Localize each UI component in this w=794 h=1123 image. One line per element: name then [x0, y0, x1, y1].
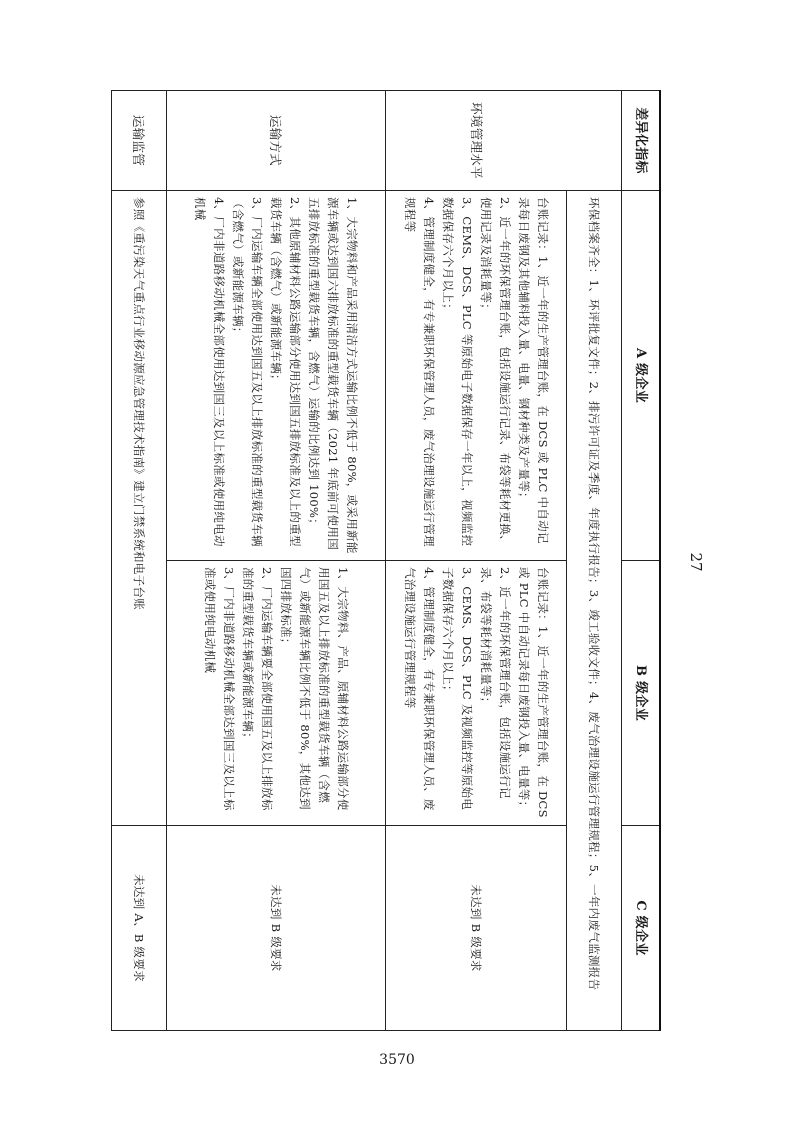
- env-indicator-cell-top: [566, 91, 621, 191]
- transport-monitoring-c-cell: 未达到 A、B 级要求: [112, 826, 167, 1031]
- transport-a-item-4: 4、厂内非道路移动机械全部使用达到国三及以上标准或使用纯电动机械: [193, 197, 227, 547]
- transport-monitoring-ab-cell: 参照《重污染天气重点行业移动源应急管理技术指南》建立门禁系统和电子台账: [112, 191, 167, 826]
- transport-b-item-3: 3、厂内非道路移动机械全部达到国三及以上标准或使用纯电动机械: [202, 567, 236, 811]
- table-row: [166, 91, 385, 1031]
- env-a-item-3: 3、CEMS、DCS、PLC 等原始电子数据保存一年以上，视频监控数据保存六个月以上；: [440, 197, 474, 547]
- differentiation-indicator-table: [111, 90, 661, 1031]
- rotated-table-container: [111, 90, 661, 1030]
- env-c-level-cell: 未达到 B 级要求: [386, 826, 567, 1031]
- page-number-side: 27: [687, 552, 705, 572]
- env-b-level-cell: [386, 561, 567, 826]
- env-b-item-3: 3、CEMS、DCS、PLC 及视频监控等原始电子数据保存六个月以上；: [440, 567, 474, 811]
- transport-b-level-cell: [166, 561, 385, 826]
- environmental-management-indicator: 环境管理水平: [386, 91, 567, 191]
- env-b-item-2: 2、近一年的环保管理台账，包括设施运行记录、布袋等耗材消耗量等；: [478, 567, 512, 799]
- env-a-item-4: 4、管理制度健全，有专兼职环保管理人员，废气治理设施运行管理规程等: [402, 197, 436, 547]
- env-a-level-cell: [386, 191, 567, 561]
- table-row: [112, 91, 167, 1031]
- table-row: [386, 91, 567, 1031]
- transport-a-item-3: 3、厂内运输车辆全部使用达到国五及以上排放标准的重型载货车辆（含燃气）或新能源车辆；: [231, 197, 265, 547]
- env-a-item-1: 台账记录：1、近一年的生产管理台账，在 DCS 或 PLC 中自动记录每日废钢及其他辅料投入量、电量、钢材种类及产量等；: [516, 197, 550, 544]
- table-header-row: [621, 91, 660, 1031]
- transport-b-item-1: 1、大宗物料、产品、原辅材料公路运输部分使用国五及以上排放标准的重型载货车辆（含燃气）或新能源车辆比例不低于 80%，其他达到国四排放标准；: [278, 567, 350, 811]
- header-c-level: C 级企业: [621, 826, 660, 1031]
- table-row: [566, 91, 621, 1031]
- env-b-item-1: 台账记录：1、近一年的生产管理台账，在 DCS 或 PLC 中自动记录每日废钢投入量、电量等；: [516, 567, 550, 818]
- header-a-level: A 级企业: [621, 191, 660, 561]
- page-number-bottom: 3570: [379, 1052, 415, 1068]
- transport-a-item-1: 1、大宗物料和产品采用清洁方式运输比例不低于 80%，或采用新能源车辆或达到国六排放标准的重型载货车辆（2021 年底前可使用国五排放标准的重型载货车辆，含燃气）运输的比例达到 100%；: [307, 197, 360, 554]
- header-b-level: B 级企业: [621, 561, 660, 826]
- env-a-item-2: 2、近一年的环保管理台账，包括设施运行记录、布袋等耗材更换、使用记录及消耗量等；: [478, 197, 512, 547]
- transport-monitoring-indicator: 运输监管: [112, 91, 167, 191]
- transport-a-item-2: 2、其他原辅材料公路运输部分使用达到国五排放标准及以上的重型载货车辆（含燃气）或新能源车辆；: [269, 197, 303, 547]
- transport-c-level-cell: 未达到 B 级要求: [166, 826, 385, 1031]
- env-b-item-4: 4、管理制度健全，有专兼职环保管理人员、废气治理设施运行管理规程等: [402, 567, 436, 811]
- header-indicator: 差异化指标: [621, 91, 660, 191]
- transport-b-item-2: 2、厂内运输车辆要全部使用国五及以上排放标准的重型载货车辆或新能源车辆；: [240, 567, 274, 811]
- transport-a-level-cell: [166, 191, 385, 561]
- environmental-documents-cell: 环保档案齐全：1、环评批复文件；2、排污许可证及季度、年度执行报告；3、竣工验收文件；4、废气治理设施运行管理规程；5、一年内废气监测报告: [566, 191, 621, 1031]
- transport-method-indicator: 运输方式: [166, 91, 385, 191]
